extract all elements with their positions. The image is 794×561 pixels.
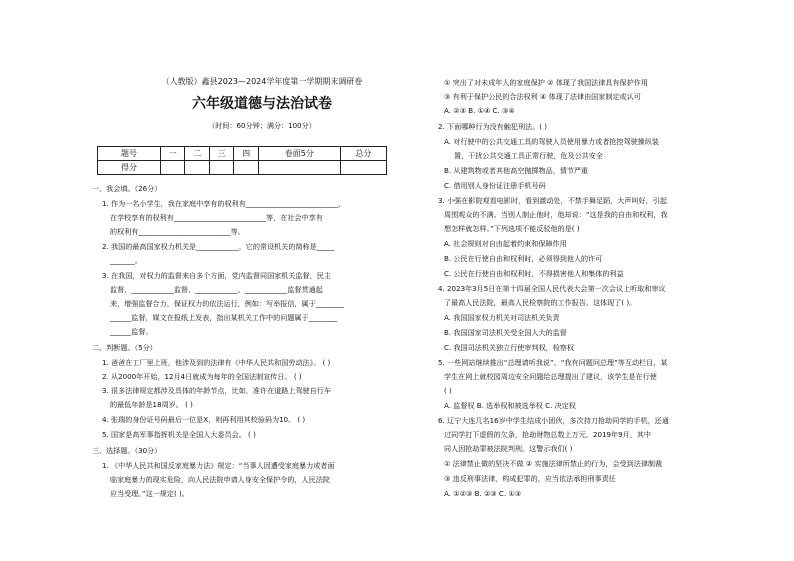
question-line: 6. 辽宁大连几名16岁中学生结成小团伙，多次持刀抢劫同学的手机，还通 <box>438 416 669 425</box>
question-line: 4. 张瑞的身份证号码最后一位是X，则再利用其校验码为10。 ( ) <box>102 415 306 424</box>
option-line: C. 我国司法机关独立行使审判权，检察权 <box>444 343 575 352</box>
score-cell: 题号 <box>98 147 161 161</box>
question-line: 的最低年龄是18周岁。 ( ) <box>110 400 193 409</box>
score-cell: 四 <box>234 147 258 161</box>
score-cell: 一 <box>161 147 185 161</box>
score-cell[interactable] <box>234 161 258 175</box>
option-line: B. 从建筑物或者其他高空抛掷物品，情节严重 <box>444 166 589 175</box>
question-line: 3. 很多法律规定都涉及具体的年龄节点，比如，准许在道路上驾驶自行车 <box>102 386 331 395</box>
right-column <box>432 0 792 561</box>
option-line: ① 法律禁止做的坚决不做 ② 实施法律所禁止的行为，会受到法律制裁 <box>444 459 663 468</box>
exam-subtitle: （时间：60分钟；满分：100分） <box>208 121 316 130</box>
score-cell[interactable] <box>340 161 386 175</box>
score-cell: 卷面5分 <box>258 147 340 161</box>
score-cell: 二 <box>185 147 209 161</box>
question-line: 2. 下面哪种行为没有触犯刑法。( ) <box>438 122 548 131</box>
question-line: 2. 从2000年开始，12月4日就成为每年的全国法制宣传日。 ( ) <box>102 372 302 381</box>
question-line: 4. 2023年3月5日在第十四届全国人民代表大会第一次会议上听取和审议 <box>438 284 666 293</box>
section-heading: 二、判断题。（5分） <box>92 343 157 352</box>
question-line: 周围观众的不满。当别人制止他时，他却说：“这是我的自由和权利，我 <box>444 210 668 219</box>
option-line: 置，干扰公共交通工具正常行驶，危及公共安全 <box>454 151 603 160</box>
score-table-row <box>98 161 387 175</box>
score-cell[interactable] <box>161 161 185 175</box>
option-line: B. 公民在行使自由和权利时，必须得到他人的许可 <box>444 254 603 263</box>
score-cell: 三 <box>209 147 233 161</box>
question-line: 应当受理。”这一规定( )。 <box>110 489 189 498</box>
question-line: 5. 国家是高军事指挥机关是全国人大委员会。 ( ) <box>102 430 256 439</box>
question-line: 2. 我国的最高国家权力机关是____________，它的常设机关的简称是_____ <box>102 242 335 251</box>
question-line: 1. 作为一名小学生，我在家庭中享有的权利有__________________________， <box>102 199 346 208</box>
score-table-row <box>98 147 387 161</box>
option-line: C. 公民在行使自由和权利时，不得损害他人和集体的利益 <box>444 269 624 278</box>
answer-choices: A. 监督权 B. 选举权和被选举权 C. 决定权 <box>444 401 576 410</box>
question-line: 监督、____________监督、____________、____________监督贯通起 <box>110 285 323 294</box>
question-line: ______监督，媒文在报纸上发表，指出某机关工作中的问题属于________ <box>110 313 337 322</box>
option-line: C. 借用别人身份证注册手机号码 <box>444 181 546 190</box>
section-heading: 一、我会填。（26分） <box>92 184 162 193</box>
question-line: 临家庭暴力的现实危险，向人民法院申请人身安全保护令的，人民法院 <box>110 475 330 484</box>
question-line: 在学校享有的权利有__________________________等，在社会中享有 <box>110 213 323 222</box>
question-line: 5. 一些网站继续推出“总理请听我说”、“我有问题问总理”等互动栏目，某 <box>438 358 668 367</box>
question-line: 学生在网上就校园周边安全问题给总理提出了建议，该学生是在行使 <box>444 372 657 381</box>
score-cell[interactable] <box>185 161 209 175</box>
option-line: A. 社会规则对自由起着约束和保障作用 <box>444 239 567 248</box>
question-line: ______监督。 <box>110 327 153 336</box>
question-line: ( ) <box>444 386 452 395</box>
option-line: A. 我国国家权力机关对司法机关负责 <box>444 313 560 322</box>
question-line: 的权利有__________________________等。 <box>110 227 245 236</box>
answer-choices: A. ①②③ B. ②③ C. ①③ <box>444 489 522 498</box>
question-line: 3. 在我国，对权力的监督来自多个方面，党内监督同国家机关监督，民主 <box>102 271 331 280</box>
option-line: A. 对行驶中的公共交通工具的驾驶人员使用暴力或者抢控驾驶操纵装 <box>444 137 659 146</box>
option-line: ③ 违反刑事法律，构成犯罪的，应当依法承担刑事责任 <box>444 474 616 483</box>
question-line: 1. 爸爸在工厂里上班，他涉及到的法律有《中华人民共和国劳动法》。 ( ) <box>102 358 331 367</box>
question-line: 想怎样就怎样。”下列选项不能反驳他的是( ) <box>444 224 580 233</box>
exam-title: 六年级道德与法治试卷 <box>192 96 332 112</box>
left-column <box>92 0 452 561</box>
answer-choices: A. ②③ B. ①④ C. ③④ <box>444 106 515 115</box>
score-cell[interactable] <box>209 161 233 175</box>
section-heading: 三、选择题。（30分） <box>92 446 162 455</box>
question-line: 过同学打下虚假的欠条，抢劫财物总数上万元，2019年9月，其中 <box>444 430 652 439</box>
option-line: B. 我国国家司法机关受全国人大的监督 <box>444 328 567 337</box>
score-table <box>97 146 387 175</box>
score-cell: 得分 <box>98 161 161 175</box>
question-line: 同人因抢劫罪被法院判刑。这警示我们( ) <box>444 444 573 453</box>
question-line: 1. 《中华人民共和国反家庭暴力法》规定：“当事人因遭受家庭暴力或者面 <box>102 461 335 470</box>
option-line: ① 突出了对未成年人的家庭保护 ② 体现了我国法律具有保护作用 <box>444 78 648 87</box>
question-line: 3. 小强在影院观看电影时，看到激动处，不禁手舞足蹈，大声叫好，引起 <box>438 196 667 205</box>
exam-header: （人教版）鑫县2023—2024学年度第一学期期末调研卷 <box>161 77 363 86</box>
question-line: 来，增强监督合力，保证权力的依法运行，例如：写举报信，属于________ <box>110 299 345 308</box>
score-cell[interactable] <box>258 161 340 175</box>
question-line: _______。 <box>110 256 142 265</box>
question-line: 了最高人民法院，最高人民检察院的工作报告。这体现了( )。 <box>444 298 637 307</box>
score-cell: 总分 <box>340 147 386 161</box>
option-line: ③ 有利于保护公民的合法权利 ④ 体现了法律由国家制定或认可 <box>444 92 641 101</box>
